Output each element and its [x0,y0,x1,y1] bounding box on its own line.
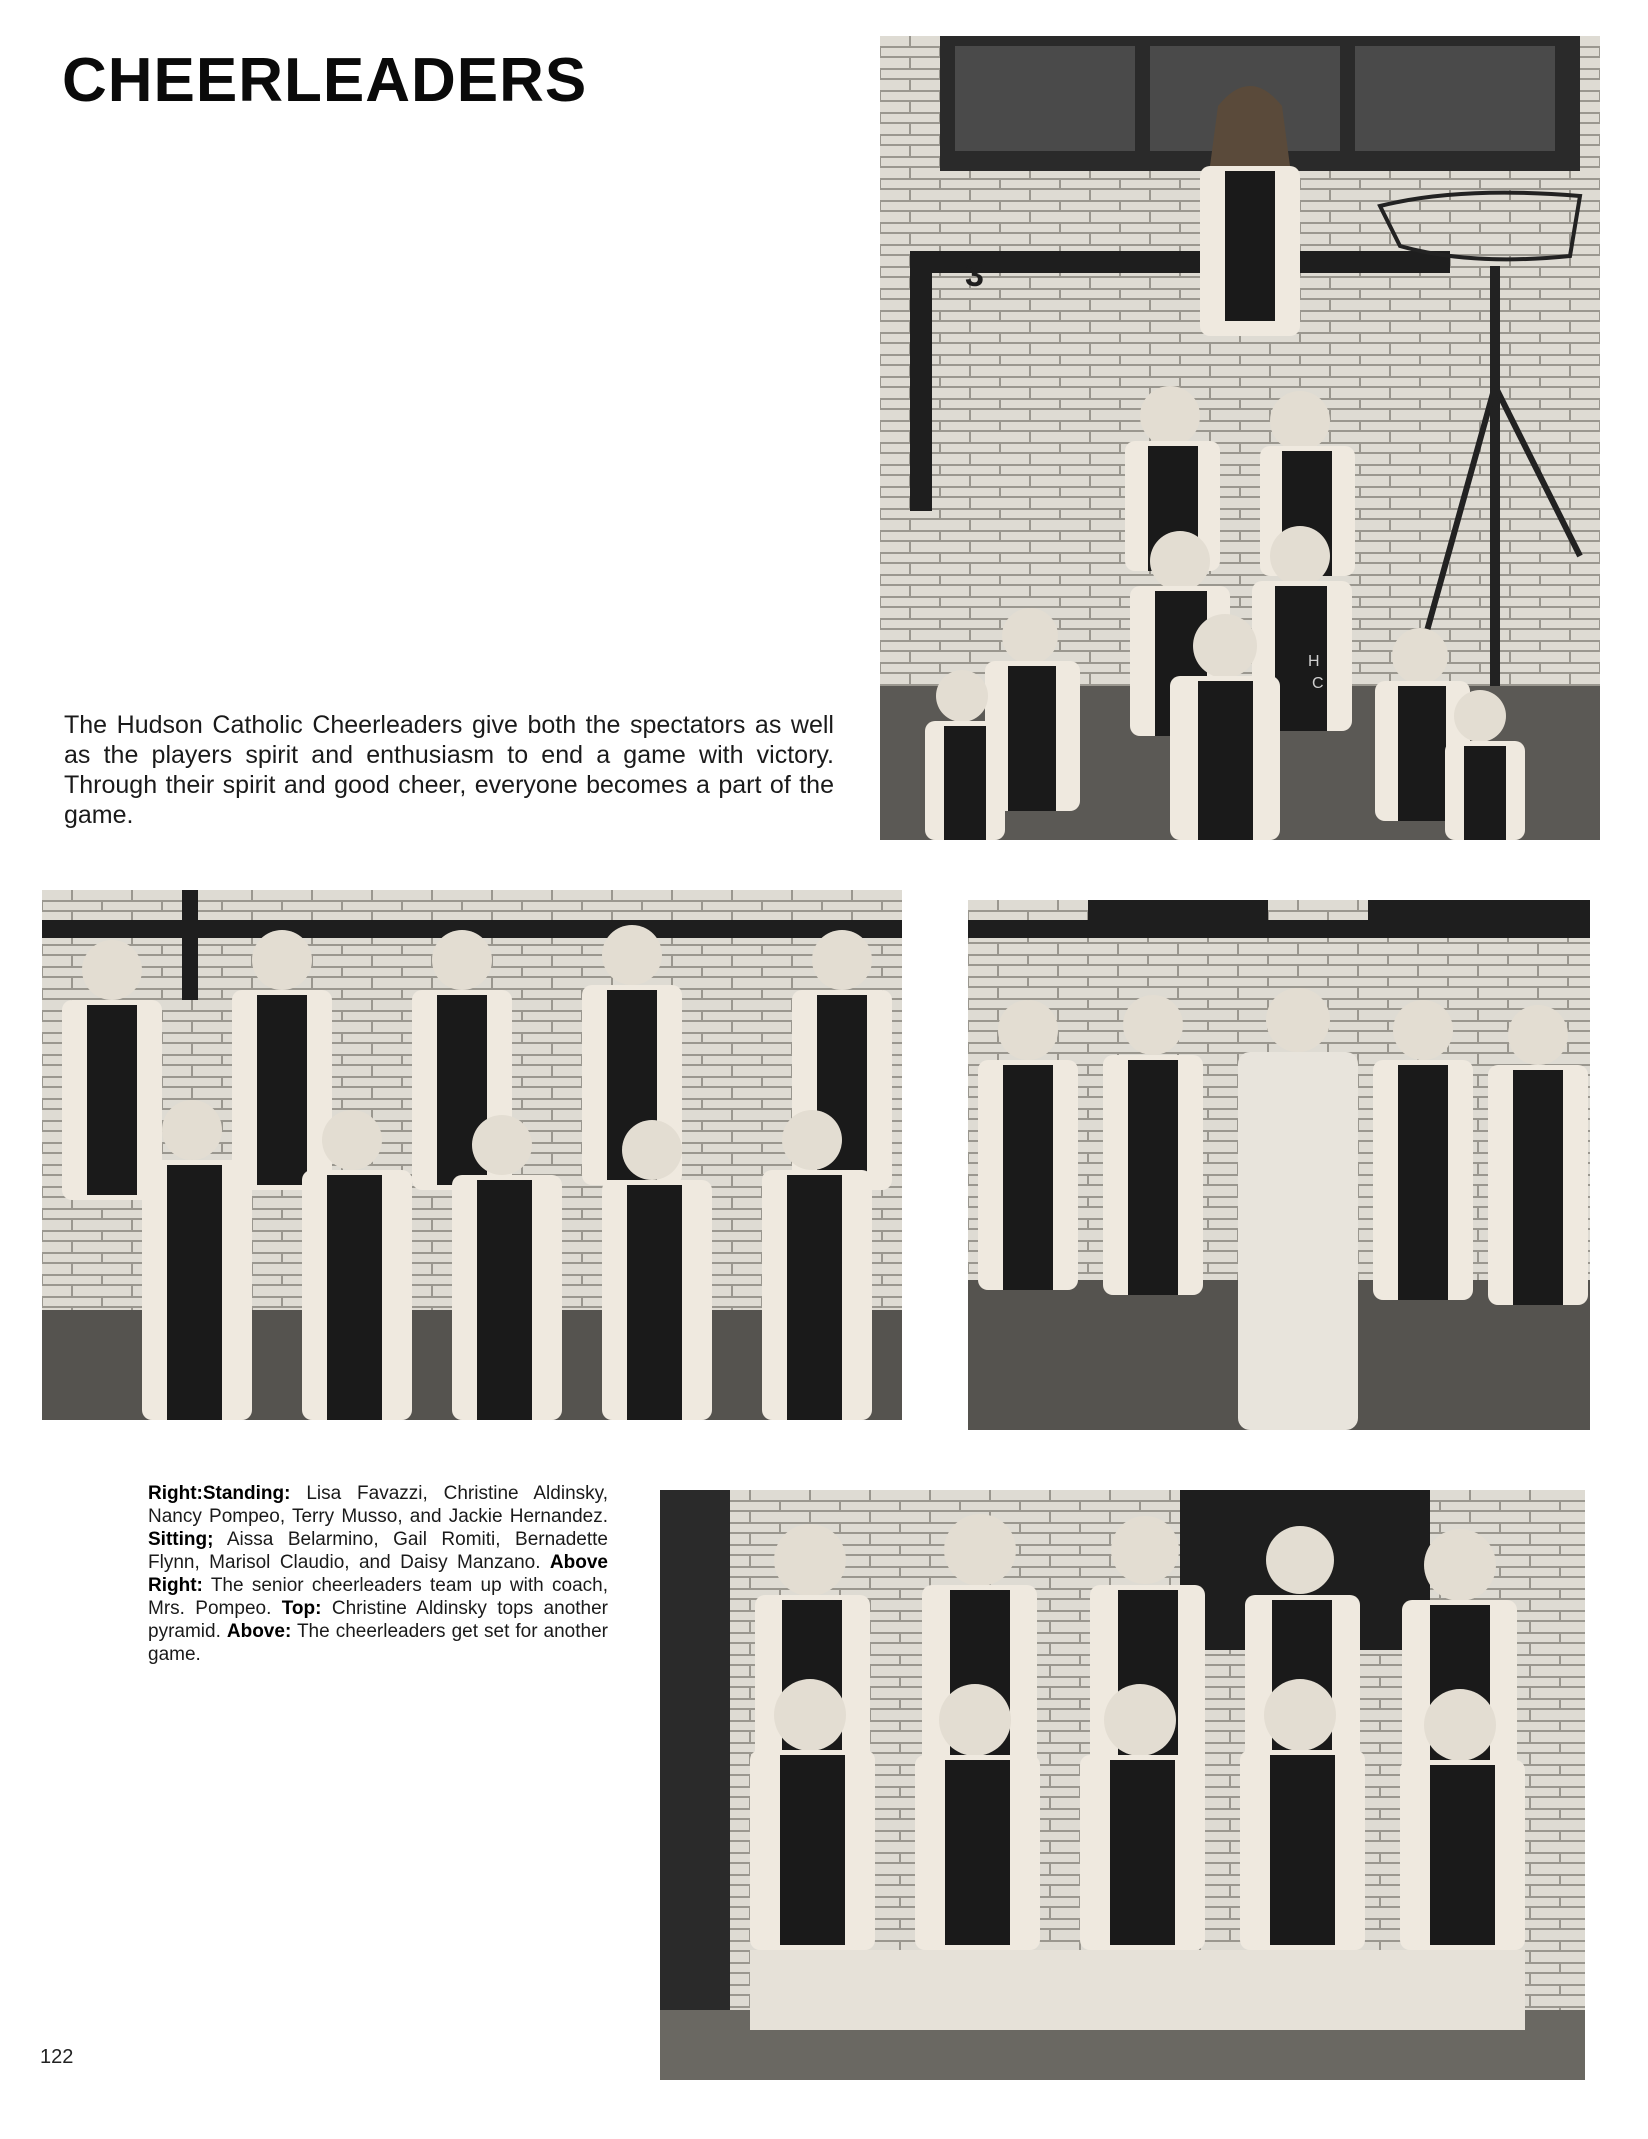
photo-pyramid [880,36,1600,840]
photo-seniors-with-coach [968,900,1590,1430]
caption-above-label: Above: [226,1621,292,1642]
uniform-letter-h: H [1308,653,1320,670]
photo-team-seated [660,1490,1585,2080]
caption-right-text: Lisa Favazzi, Christine Aldinsky, Nancy Pompeo, Terry Musso, and Jackie Hernandez. [148,1483,608,1527]
page-title: CHEERLEADERS [62,46,588,115]
intro-paragraph: The Hudson Catholic Cheerleaders give both the spectators as well as the players spirit and enthusiasm to end a game with victory. Through their spirit and good cheer, everyone becomes a part of the game. [64,711,834,829]
caption-top-text: Christine Aldinsky tops another pyramid. [148,1598,608,1642]
photo-team-pose-image [42,890,902,1420]
photo-seniors-with-coach-image [968,900,1590,1430]
pyramid-wall-number: 3 [965,256,984,294]
caption-sitting-text: Aissa Belarmino, Gail Romiti, Bernadette Flynn, Marisol Claudio, and Daisy Manzano. [148,1529,608,1573]
caption-above-right-text: The senior cheerleaders team up with coach, Mrs. Pompeo. [148,1575,608,1619]
caption-above-right-label: Above Right: [148,1552,608,1596]
photo-team-pose [42,890,902,1420]
caption-top-label: Top: [281,1598,322,1619]
caption-sitting-label: Sitting; [148,1529,214,1550]
photo-pyramid-image [880,36,1600,840]
caption-above-text: The cheerleaders get set for another game. [148,1621,608,1665]
uniform-letter-c: C [1312,675,1324,692]
page-number: 122 [40,2046,74,2068]
photo-caption [148,1482,608,1666]
caption-right-label: Right:Standing: [148,1483,291,1504]
photo-team-seated-image [660,1490,1585,2080]
